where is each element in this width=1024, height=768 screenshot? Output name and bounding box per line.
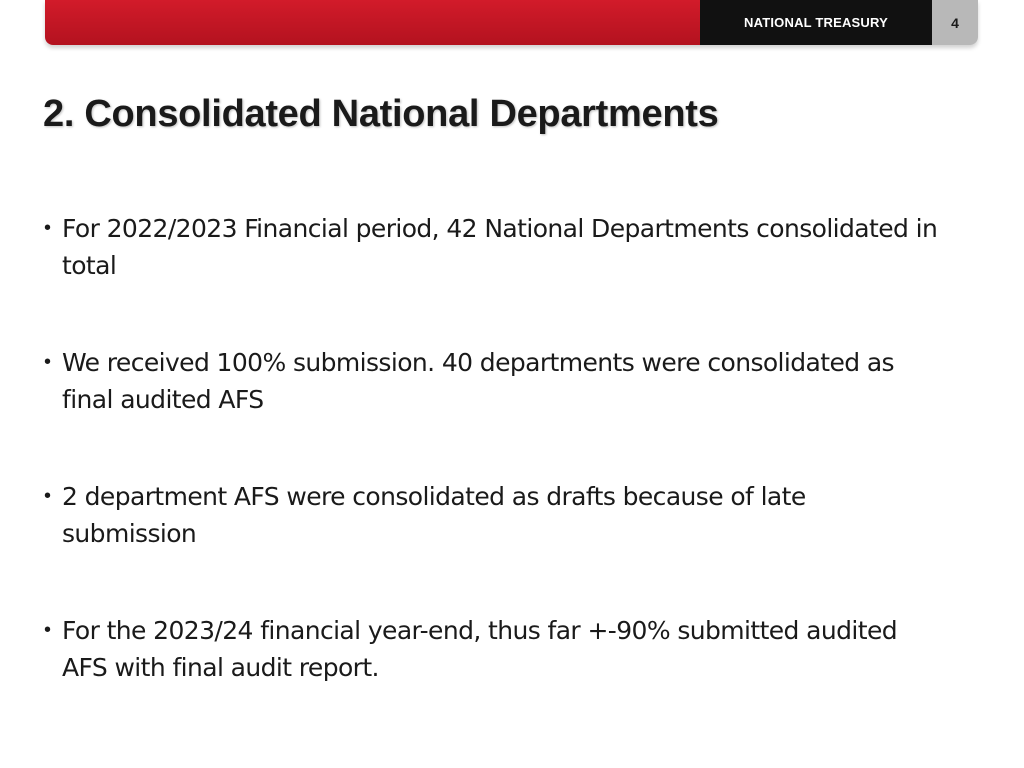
bullet-text: We received 100% submission. 40 departments were consolidated as final audited AFS xyxy=(62,348,894,414)
slide-title: 2. Consolidated National Departments xyxy=(43,93,719,135)
bullet-marker: • xyxy=(44,351,52,373)
bullet-text: For the 2023/24 financial year-end, thus far +-90% submitted audited AFS with final audit report. xyxy=(62,616,897,682)
org-name-label: NATIONAL TREASURY xyxy=(700,0,932,45)
bullet-text: 2 department AFS were consolidated as drafts because of late submission xyxy=(62,482,806,548)
bullet-marker: • xyxy=(44,485,52,507)
bullet-item xyxy=(44,478,944,552)
page-number: 4 xyxy=(932,0,978,45)
header-bar xyxy=(45,0,978,45)
bullet-item xyxy=(44,344,944,418)
bullet-marker: • xyxy=(44,619,52,641)
bullet-text: For 2022/2023 Financial period, 42 National Departments consolidated in total xyxy=(62,214,938,280)
header-red-band xyxy=(45,0,700,45)
bullet-list xyxy=(44,210,944,686)
bullet-item xyxy=(44,210,944,284)
bullet-marker: • xyxy=(44,217,52,239)
bullet-item xyxy=(44,612,944,686)
